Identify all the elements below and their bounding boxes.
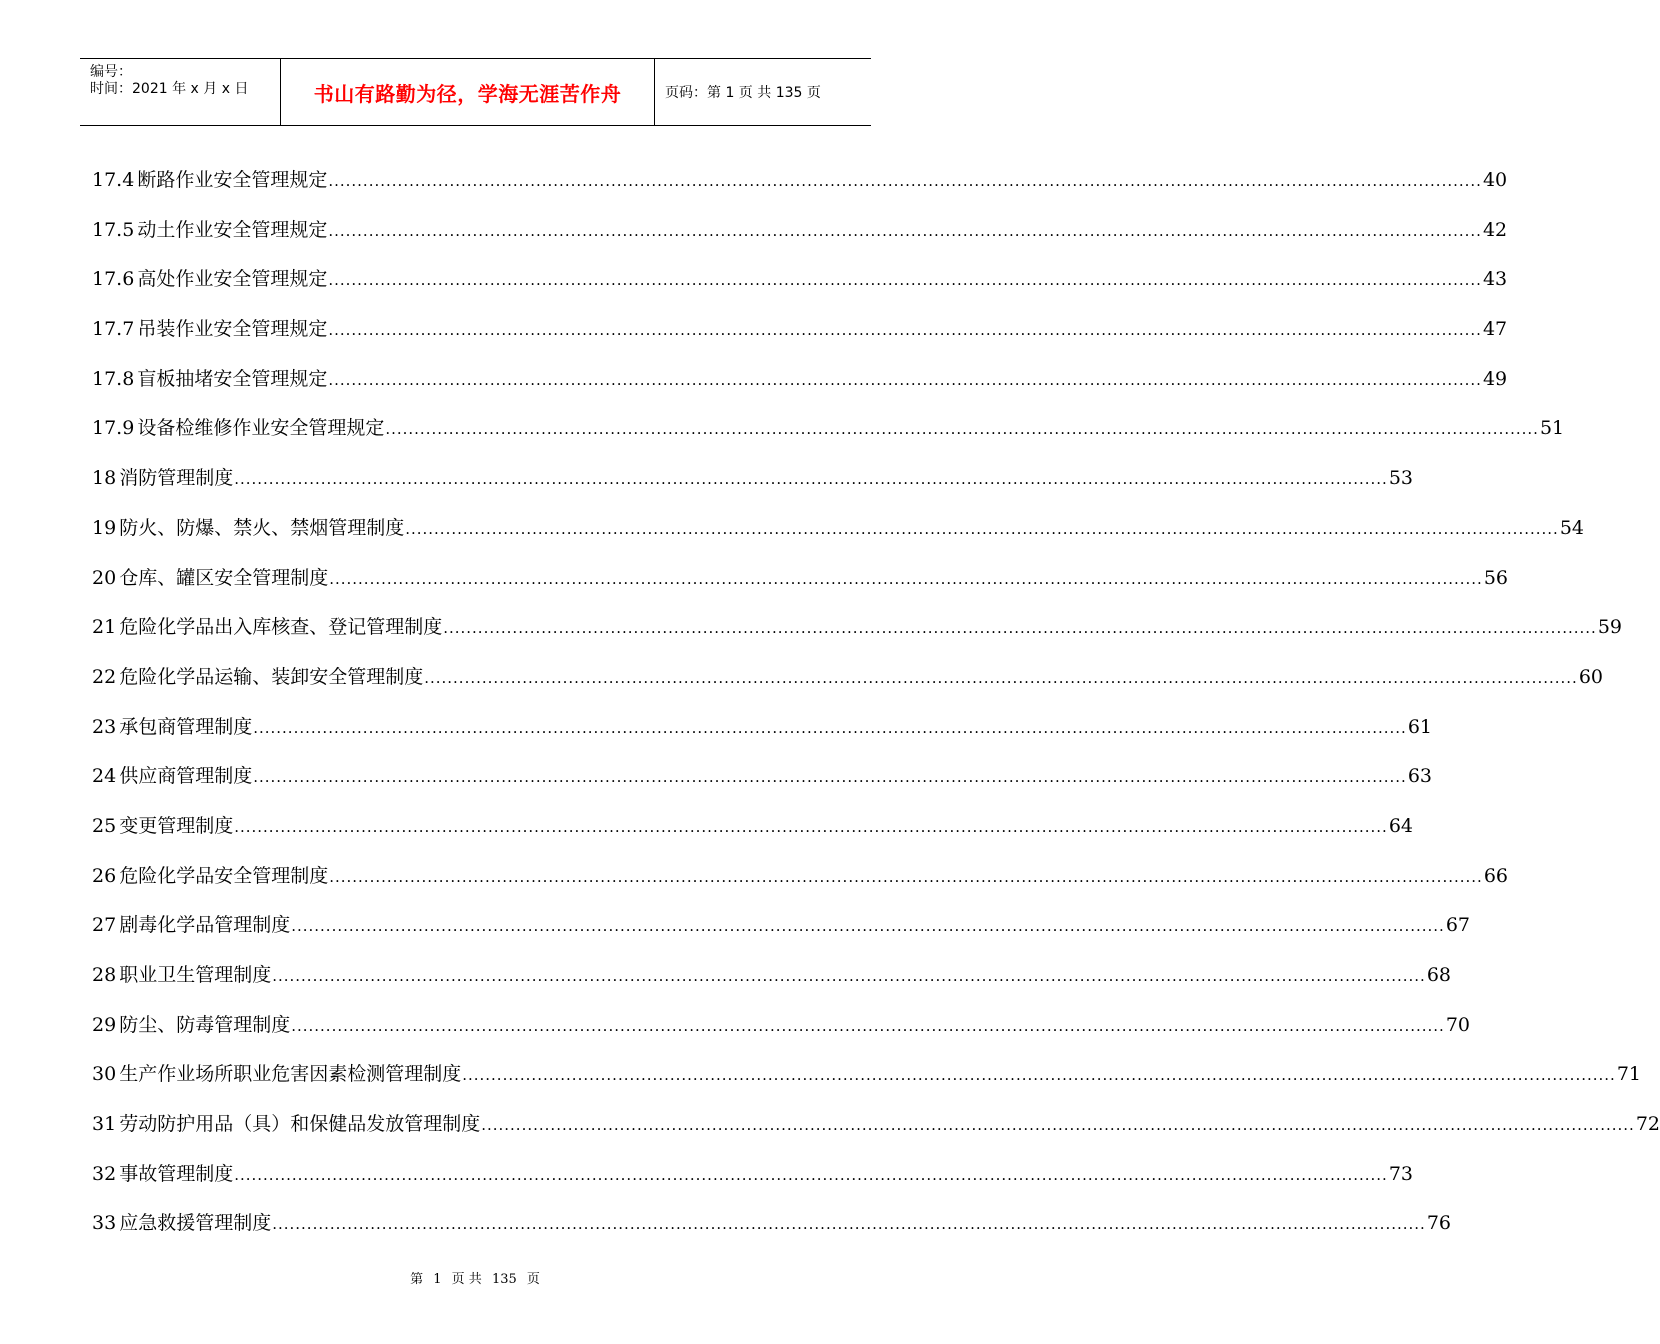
toc-entry-page: 42 [1482, 218, 1508, 241]
toc-entry-page: 67 [1445, 914, 1471, 937]
toc-entry-title: 供应商管理制度 [119, 765, 253, 788]
toc-dot-leader: ........................................................................................................................................................................................................ [462, 1066, 1616, 1085]
toc-entry-title: 防尘、防毒管理制度 [119, 1013, 291, 1036]
toc-entry[interactable] [92, 360, 1508, 410]
toc-entry-page: 71 [1616, 1063, 1642, 1086]
toc-entry-number: 30 [92, 1063, 117, 1086]
toc-entry-number: 21 [92, 616, 117, 639]
toc-entry-page: 47 [1482, 318, 1508, 341]
toc-entry-title: 危险化学品安全管理制度 [119, 864, 329, 887]
toc-entry-number: 17.5 [92, 218, 135, 241]
toc-entry[interactable] [92, 260, 1508, 310]
toc-dot-leader: ........................................................................................................................................................................................................ [234, 1165, 1388, 1184]
toc-entry-page: 40 [1482, 169, 1508, 191]
toc-entry-number: 33 [92, 1212, 117, 1235]
toc-entry[interactable] [92, 857, 1509, 907]
toc-entry[interactable] [92, 211, 1508, 261]
toc-entry-number: 18 [92, 467, 117, 490]
toc-dot-leader: ........................................................................................................................................................................................................ [385, 420, 1539, 439]
toc-entry-number: 31 [92, 1113, 117, 1136]
toc-dot-leader: ........................................................................................................................................................................................................ [328, 370, 1482, 389]
toc-entry-number: 17.7 [92, 318, 135, 341]
toc-entry-number: 27 [92, 914, 117, 937]
toc-entry-page: 64 [1388, 814, 1414, 837]
toc-entry-title: 事故管理制度 [119, 1162, 234, 1185]
toc-dot-leader: ........................................................................................................................................................................................................ [253, 768, 1407, 787]
toc-entry[interactable] [92, 559, 1509, 609]
toc-entry-page: 43 [1482, 268, 1508, 291]
toc-entry-number: 26 [92, 864, 117, 887]
page-header [80, 58, 871, 126]
toc-entry-title: 仓库、罐区安全管理制度 [119, 566, 329, 589]
toc-dot-leader: ........................................................................................................................................................................................................ [253, 718, 1407, 737]
toc-entry-title: 断路作业安全管理规定 [137, 169, 328, 191]
toc-entry-page: 66 [1483, 864, 1509, 887]
toc-entry-number: 19 [92, 516, 117, 539]
toc-entry-title: 劳动防护用品（具）和保健品发放管理制度 [119, 1113, 481, 1136]
toc-entry[interactable] [92, 956, 1452, 1006]
toc-entry-number: 17.9 [92, 417, 135, 440]
toc-entry[interactable] [92, 409, 1565, 459]
toc-entry-number: 32 [92, 1162, 117, 1185]
toc-entry-title: 承包商管理制度 [119, 715, 253, 738]
toc-entry-page: 73 [1388, 1162, 1414, 1185]
toc-entry-title: 盲板抽堵安全管理规定 [137, 367, 328, 390]
toc-entry[interactable] [92, 608, 1623, 658]
toc-dot-leader: ........................................................................................................................................................................................................ [328, 221, 1482, 240]
toc-entry-page: 60 [1578, 665, 1604, 688]
toc-entry-page: 68 [1426, 964, 1452, 986]
toc-entry-title: 剧毒化学品管理制度 [119, 914, 291, 937]
toc-entry-page: 51 [1539, 417, 1565, 440]
toc-dot-leader: ........................................................................................................................................................................................................ [328, 172, 1482, 190]
header-meta [80, 59, 281, 125]
toc-dot-leader: ........................................................................................................................................................................................................ [405, 519, 1559, 538]
toc-entry-title: 高处作业安全管理规定 [137, 268, 328, 291]
toc-entry-number: 29 [92, 1013, 117, 1036]
toc-entry-title: 消防管理制度 [119, 467, 234, 490]
toc-entry-page: 63 [1407, 765, 1433, 788]
header-slogan: 书山有路勤为径，学海无涯苦作舟 [313, 81, 622, 106]
footer-current-page: 1 [433, 1272, 442, 1287]
toc-entry-number: 17.6 [92, 268, 135, 291]
toc-entry-page: 56 [1483, 566, 1509, 589]
toc-dot-leader: ........................................................................................................................................................................................................ [291, 1016, 1445, 1035]
toc-dot-leader: ........................................................................................................................................................................................................ [424, 668, 1578, 687]
toc-dot-leader: ........................................................................................................................................................................................................ [291, 917, 1445, 936]
footer-middle: 页 共 [451, 1272, 482, 1287]
toc-entry-page: 72 [1635, 1113, 1660, 1136]
document-time-label: 时间：2021 年 x 月 x 日 [90, 81, 249, 97]
toc-entry[interactable] [92, 757, 1433, 807]
toc-entry[interactable] [92, 509, 1585, 559]
toc-entry[interactable] [92, 1204, 1452, 1254]
page-footer [0, 1268, 950, 1287]
toc-entry-title: 生产作业场所职业危害因素检测管理制度 [119, 1063, 462, 1086]
toc-entry-page: 70 [1445, 1013, 1471, 1036]
toc-dot-leader: ........................................................................................................................................................................................................ [329, 867, 1483, 886]
toc-entry-number: 24 [92, 765, 117, 788]
toc-entry-title: 危险化学品出入库核查、登记管理制度 [119, 616, 443, 639]
toc-entry[interactable] [92, 658, 1604, 708]
toc-entry[interactable] [92, 1055, 1642, 1105]
toc-entry-page: 53 [1388, 467, 1414, 490]
toc-entry-page: 61 [1407, 715, 1433, 738]
toc-entry[interactable] [92, 906, 1471, 956]
toc-dot-leader: ........................................................................................................................................................................................................ [234, 817, 1388, 836]
toc-entry-title: 应急救援管理制度 [119, 1212, 272, 1235]
toc-dot-leader: ........................................................................................................................................................................................................ [481, 1116, 1635, 1135]
toc-entry-title: 动土作业安全管理规定 [137, 218, 328, 241]
header-page-cell [655, 59, 871, 125]
toc-entry-number: 22 [92, 665, 117, 688]
toc-entry-number: 17.8 [92, 367, 135, 390]
toc-entry-page: 54 [1559, 516, 1585, 539]
toc-dot-leader: ........................................................................................................................................................................................................ [443, 619, 1597, 638]
toc-entry-title: 设备检维修作业安全管理规定 [137, 417, 385, 440]
toc-entry[interactable] [92, 161, 1508, 211]
toc-entry-page: 76 [1426, 1212, 1452, 1235]
footer-suffix: 页 [526, 1272, 540, 1287]
toc-dot-leader: ........................................................................................................................................................................................................ [234, 470, 1388, 489]
toc-entry[interactable] [92, 1155, 1414, 1205]
toc-entry[interactable] [92, 459, 1414, 509]
toc-entry[interactable] [92, 310, 1508, 360]
toc-dot-leader: ........................................................................................................................................................................................................ [272, 1215, 1426, 1234]
toc-entry-title: 危险化学品运输、装卸安全管理制度 [119, 665, 424, 688]
header-page-info: 页码：第 1 页 共 135 页 [665, 85, 821, 101]
toc-entry-title: 防火、防爆、禁火、禁烟管理制度 [119, 516, 405, 539]
footer-prefix: 第 [410, 1272, 424, 1287]
toc-entry-page: 49 [1482, 367, 1508, 390]
toc-dot-leader: ........................................................................................................................................................................................................ [328, 271, 1482, 290]
toc-entry-title: 职业卫生管理制度 [119, 964, 272, 986]
header-slogan-cell [281, 59, 655, 125]
toc-entry-number: 25 [92, 814, 117, 837]
toc-entry[interactable] [92, 1006, 1471, 1056]
toc-entry[interactable] [92, 807, 1414, 857]
toc-entry-number: 28 [92, 964, 117, 986]
toc-entry-title: 变更管理制度 [119, 814, 234, 837]
toc-dot-leader: ........................................................................................................................................................................................................ [272, 967, 1426, 985]
footer-total-pages: 135 [491, 1272, 517, 1287]
toc-entry-number: 20 [92, 566, 117, 589]
toc-entry-title: 吊装作业安全管理规定 [137, 318, 328, 341]
toc-dot-leader: ........................................................................................................................................................................................................ [329, 569, 1483, 588]
toc-entry-number: 23 [92, 715, 117, 738]
toc-entry[interactable] [92, 708, 1433, 758]
document-number-label: 编号： [90, 64, 132, 80]
toc-entry-number: 17.4 [92, 169, 135, 191]
table-of-contents [92, 161, 1660, 1254]
toc-entry-page: 59 [1597, 616, 1623, 639]
toc-dot-leader: ........................................................................................................................................................................................................ [328, 321, 1482, 340]
toc-entry[interactable] [92, 1105, 1660, 1155]
